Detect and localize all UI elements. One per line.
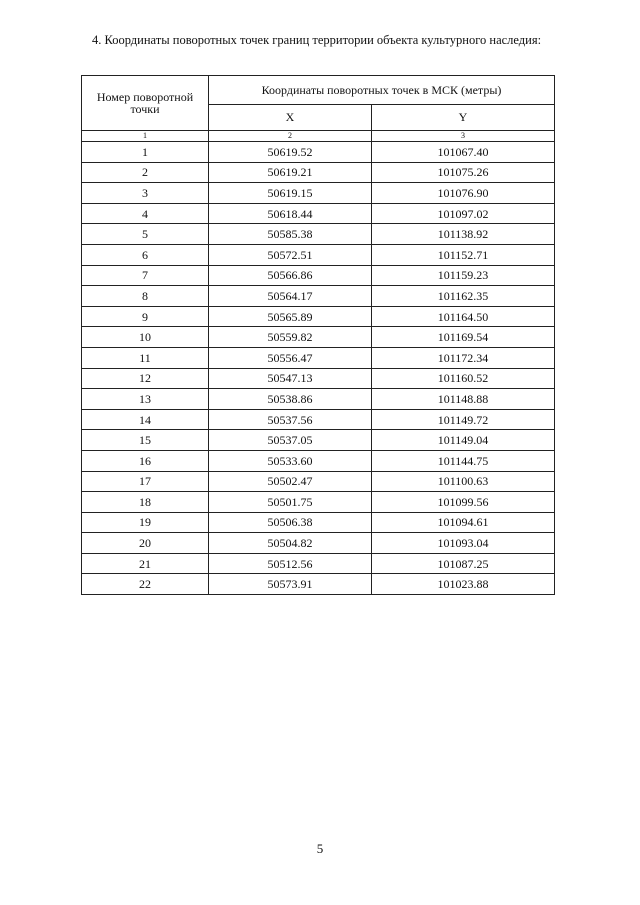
x-coordinate-cell: 50556.47: [209, 347, 372, 368]
point-number-cell: 12: [82, 368, 209, 389]
table-row: [82, 224, 555, 245]
x-header: X: [209, 104, 372, 130]
x-coordinate-cell: 50504.82: [209, 533, 372, 554]
point-number-cell: 22: [82, 574, 209, 595]
y-coordinate-cell: 101023.88: [372, 574, 555, 595]
point-number-cell: 2: [82, 162, 209, 183]
x-coordinate-cell: 50537.56: [209, 409, 372, 430]
point-number-header: Номер поворотной точки: [82, 76, 209, 131]
y-coordinate-cell: 101169.54: [372, 327, 555, 348]
y-coordinate-cell: 101099.56: [372, 492, 555, 513]
y-coordinate-cell: 101100.63: [372, 471, 555, 492]
table-row: [82, 553, 555, 574]
column-index-row: [82, 131, 555, 142]
point-number-cell: 6: [82, 244, 209, 265]
point-number-cell: 18: [82, 492, 209, 513]
point-number-cell: 19: [82, 512, 209, 533]
x-coordinate-cell: 50618.44: [209, 203, 372, 224]
x-coordinate-cell: 50619.52: [209, 142, 372, 163]
table-row: [82, 430, 555, 451]
x-coordinate-cell: 50502.47: [209, 471, 372, 492]
point-number-cell: 20: [82, 533, 209, 554]
y-coordinate-cell: 101087.25: [372, 553, 555, 574]
table-row: [82, 492, 555, 513]
point-number-cell: 3: [82, 183, 209, 204]
table-row: [82, 347, 555, 368]
column-index: 1: [82, 131, 209, 142]
table-row: [82, 162, 555, 183]
x-coordinate-cell: 50619.21: [209, 162, 372, 183]
coordinates-table: [81, 75, 555, 595]
column-index: 2: [209, 131, 372, 142]
y-coordinate-cell: 101093.04: [372, 533, 555, 554]
y-header: Y: [372, 104, 555, 130]
y-coordinate-cell: 101144.75: [372, 450, 555, 471]
x-coordinate-cell: 50538.86: [209, 389, 372, 410]
y-coordinate-cell: 101172.34: [372, 347, 555, 368]
coordinates-header: Координаты поворотных точек в МСК (метры): [209, 76, 555, 105]
table-row: [82, 512, 555, 533]
point-number-cell: 13: [82, 389, 209, 410]
point-number-cell: 7: [82, 265, 209, 286]
y-coordinate-cell: 101149.72: [372, 409, 555, 430]
column-index: 3: [372, 131, 555, 142]
table-row: [82, 142, 555, 163]
y-coordinate-cell: 101148.88: [372, 389, 555, 410]
table-row: [82, 368, 555, 389]
y-coordinate-cell: 101097.02: [372, 203, 555, 224]
table-body: [82, 142, 555, 595]
point-number-cell: 21: [82, 553, 209, 574]
table-row: [82, 265, 555, 286]
y-coordinate-cell: 101160.52: [372, 368, 555, 389]
table-row: [82, 183, 555, 204]
table-row: [82, 533, 555, 554]
point-number-cell: 9: [82, 306, 209, 327]
point-number-cell: 14: [82, 409, 209, 430]
x-coordinate-cell: 50585.38: [209, 224, 372, 245]
y-coordinate-cell: 101138.92: [372, 224, 555, 245]
x-coordinate-cell: 50533.60: [209, 450, 372, 471]
point-number-cell: 11: [82, 347, 209, 368]
table-row: [82, 244, 555, 265]
x-coordinate-cell: 50547.13: [209, 368, 372, 389]
table-row: [82, 327, 555, 348]
point-number-cell: 15: [82, 430, 209, 451]
table-row: [82, 389, 555, 410]
y-coordinate-cell: 101094.61: [372, 512, 555, 533]
y-coordinate-cell: 101162.35: [372, 286, 555, 307]
point-number-cell: 10: [82, 327, 209, 348]
y-coordinate-cell: 101164.50: [372, 306, 555, 327]
x-coordinate-cell: 50512.56: [209, 553, 372, 574]
point-number-cell: 17: [82, 471, 209, 492]
y-coordinate-cell: 101076.90: [372, 183, 555, 204]
x-coordinate-cell: 50564.17: [209, 286, 372, 307]
x-coordinate-cell: 50537.05: [209, 430, 372, 451]
y-coordinate-cell: 101075.26: [372, 162, 555, 183]
x-coordinate-cell: 50559.82: [209, 327, 372, 348]
x-coordinate-cell: 50572.51: [209, 244, 372, 265]
y-coordinate-cell: 101067.40: [372, 142, 555, 163]
point-number-cell: 1: [82, 142, 209, 163]
y-coordinate-cell: 101152.71: [372, 244, 555, 265]
x-coordinate-cell: 50565.89: [209, 306, 372, 327]
point-number-cell: 5: [82, 224, 209, 245]
y-coordinate-cell: 101159.23: [372, 265, 555, 286]
x-coordinate-cell: 50573.91: [209, 574, 372, 595]
table-row: [82, 286, 555, 307]
table-row: [82, 574, 555, 595]
point-number-cell: 8: [82, 286, 209, 307]
point-number-cell: 4: [82, 203, 209, 224]
section-heading: 4. Координаты поворотных точек границ территории объекта культурного наследия:: [92, 33, 542, 47]
x-coordinate-cell: 50506.38: [209, 512, 372, 533]
page-number: 5: [316, 841, 324, 856]
table-row: [82, 409, 555, 430]
table-row: [82, 203, 555, 224]
table-row: [82, 450, 555, 471]
y-coordinate-cell: 101149.04: [372, 430, 555, 451]
point-number-cell: 16: [82, 450, 209, 471]
x-coordinate-cell: 50619.15: [209, 183, 372, 204]
x-coordinate-cell: 50566.86: [209, 265, 372, 286]
x-coordinate-cell: 50501.75: [209, 492, 372, 513]
table-row: [82, 306, 555, 327]
table-row: [82, 471, 555, 492]
